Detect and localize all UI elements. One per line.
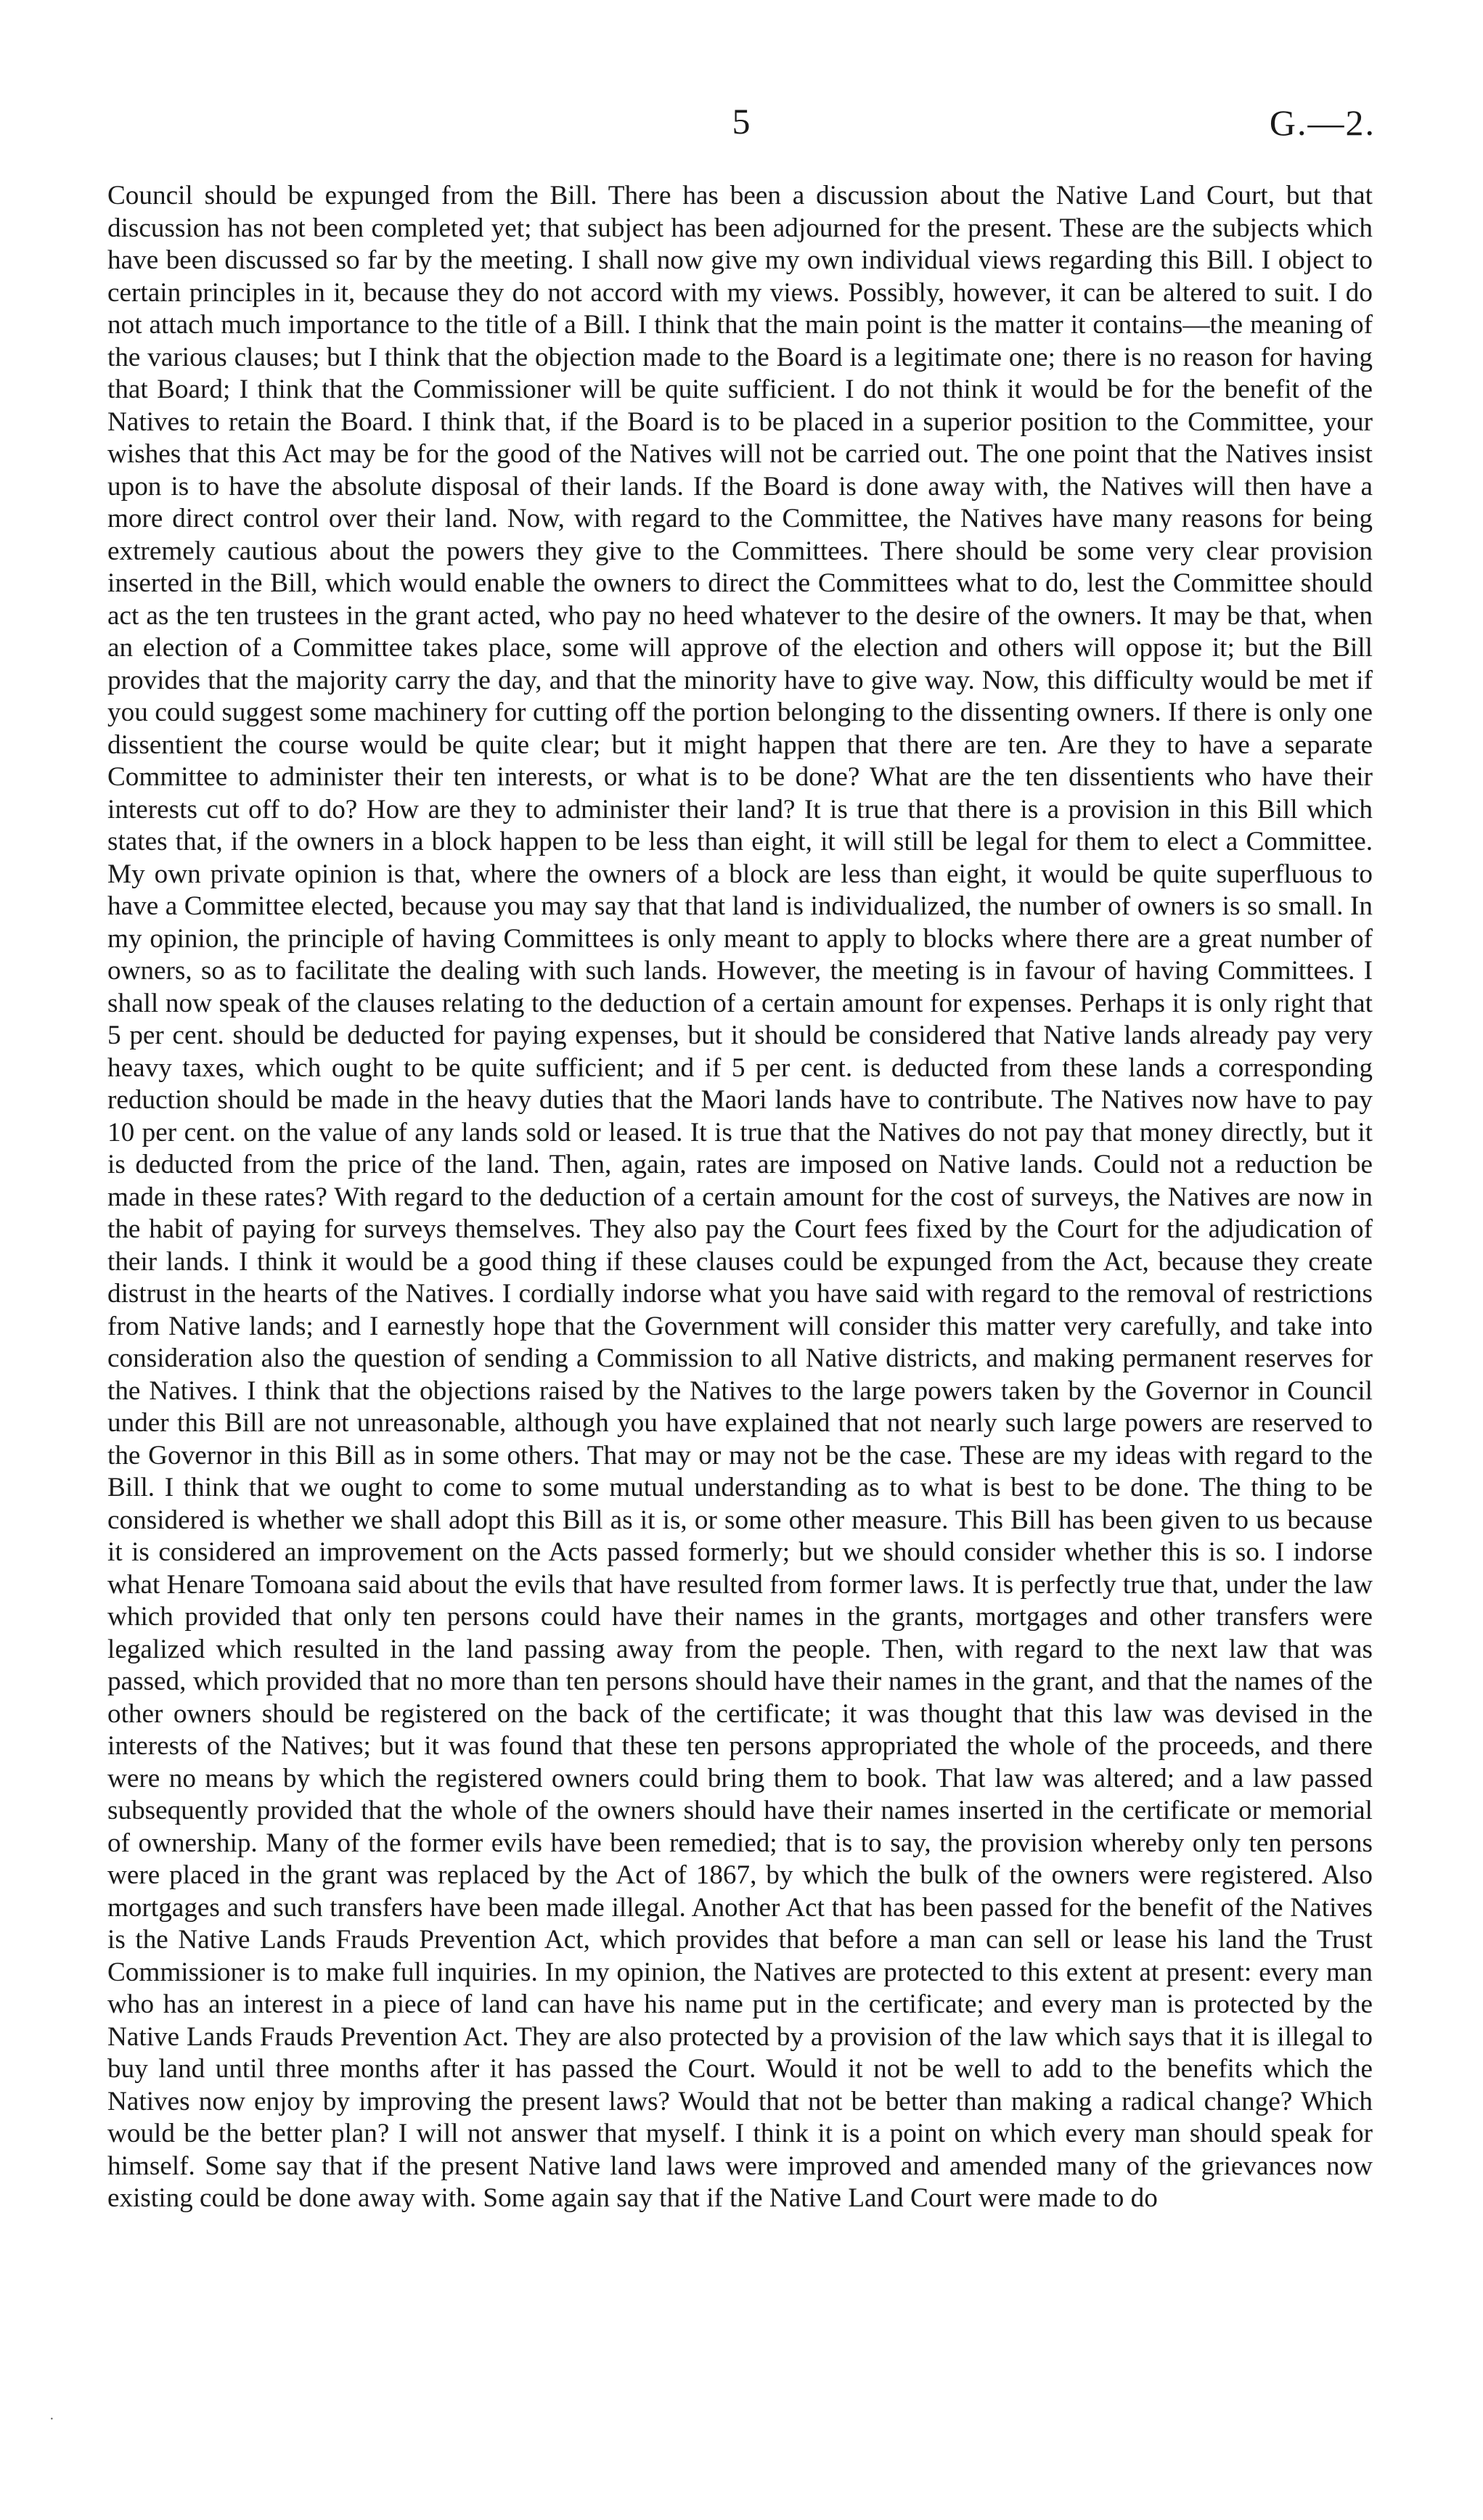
body-paragraph: Council should be expunged from the Bill. There has been a discussion about the Native Land Court, but that discussion has not been completed yet; that subject has been adjourned for the present. These are the subjects which have been discussed so far by the meeting. I shall now give my own individual views regarding this Bill. I object to certain principles in it, because they do not accord with my views. Possibly, however, it can be altered to suit. I do not attach much importance to the title of a Bill. I think that the main point is the matter it contains—the meaning of the various clauses; but I think that the objection made to the Board is a legitimate one; there is no reason for having that Board; I think that the Commissioner will be quite sufficient. I do not think it would be for the benefit of the Natives to retain the Board. I think that, if the Board is to be placed in a superior position to the Committee, your wishes that this Act may be for the good of the Natives will not be carried out. The one point that the Natives insist upon is to have the absolute disposal of their lands. If the Board is done away with, the Natives will then have a more direct control over their land. Now, with regard to the Committee, the Natives have many reasons for being extremely cautious about the powers they give to the Committees. There should be some very clear provision inserted in the Bill, which would enable the owners to direct the Committees what to do, lest the Committee should act as the ten trustees in the grant acted, who pay no heed whatever to the desire of the owners. It may be that, when an election of a Committee takes place, some will approve of the election and others will oppose it; but the Bill provides that the majority carry the day, and that the minority have to give way. Now, this difficulty would be met if you could suggest some machinery for cutting off the portion belonging to the dissenting owners. If there is only one dissentient the course would be quite clear; but it might happen that there are ten. Are they to have a separate Committee to administer their ten interests, or what is to be done? What are the ten dissentients who have their interests cut off to do? How are they to administer their land? It is true that there is a provision in this Bill which states that, if the owners in a block happen to be less than eight, it will still be legal for them to elect a Committee. My own private opinion is that, where the owners of a block are less than eight, it would be quite superfluous to have a Committee elected, because you may say that that land is individualized, the number of owners is so small. In my opinion, the principle of having Committees is only meant to apply to blocks where there are a great number of owners, so as to facilitate the dealing with such lands. However, the meeting is in favour of having Committees. I shall now speak of the clauses relating to the deduction of a certain amount for expenses. Perhaps it is only right that 5 per cent. should be deducted for paying expenses, but it should be considered that Native lands already pay very heavy taxes, which ought to be quite sufficient; and if 5 per cent. is deducted from these lands a corresponding reduction should be made in the heavy duties that the Maori lands have to contribute. The Natives now have to pay 10 per cent. on the value of any lands sold or leased. It is true that the Natives do not pay that money directly, but it is deducted from the price of the land. Then, again, rates are imposed on Native lands. Could not a reduction be made in these rates? With regard to the deduction of a certain amount for the cost of surveys, the Natives are now in the habit of paying for surveys themselves. They also pay the Court fees fixed by the Court for the adjudication of their lands. I think it would be a good thing if these clauses could be expunged from the Act, because they create distrust in the hearts of the Natives. I cordially indorse what you have said with regard to the removal of restrictions from Native lands; and I earnestly hope that the Government will consider this matter very carefully, and take into consideration also the question of sending a Commission to all Native districts, and making permanent reserves for the Natives. I think that the objections raised by the Natives to the large powers taken by the Governor in Council under this Bill are not unreasonable, although you have explained that not nearly such large powers are reserved to the Governor in this Bill as in some others. That may or may not be the case. These are my ideas with regard to the Bill. I think that we ought to come to some mutual understanding as to what is best to be done. The thing to be considered is whether we shall adopt this Bill as it is, or some other measure. This Bill has been given to us because it is considered an improvement on the Acts passed formerly; but we should consider whether this is so. I indorse what Henare Tomoana said about the evils that have resulted from former laws. It is perfectly true that, under the law which provided that only ten persons could have their names in the grants, mortgages and other transfers were legalized which resulted in the land passing away from the people. Then, with regard to the next law that was passed, which provided that no more than ten persons should have their names in the grant, and that the names of the other owners should be registered on the back of the certificate; it was thought that this law was devised in the interests of the Natives; but it was found that these ten persons appropriated the whole of the proceeds, and there were no means by which the registered owners could bring them to book. That law was altered; and a law passed subsequently provided that the whole of the owners should have their names inserted in the certificate or memorial of ownership. Many of the former evils have been remedied; that is to say, the provision whereby only ten persons were placed in the grant was replaced by the Act of 1867, by which the bulk of the owners were registered. Also mortgages and such transfers have been made illegal. Another Act that has been passed for the benefit of the Natives is the Native Lands Frauds Prevention Act, which provides that before a man can sell or lease his land the Trust Commissioner is to make full inquiries. In my opinion, the Natives are protected to this extent at present: every man who has an interest in a piece of land can have his name put in the certificate; and every man is protected by the Native Lands Frauds Prevention Act. They are also protected by a provision of the law which says that it is illegal to buy land until three months after it has passed the Court. Would it not be well to add to the benefits which the Natives now enjoy by improving the present laws? Would that not be better than making a radical change? Which would be the better plan? I will not answer that myself. I think it is a point on which every man should speak for himself. Some say that if the present Native land laws were improved and amended many of the grievances now existing could be done away with. Some again say that if the Native Land Court were made to do bbox=[107, 181, 1373, 2213]
margin-mark: · bbox=[49, 2411, 54, 2427]
document-code: G.—2. bbox=[1269, 102, 1376, 143]
page-number: 5 bbox=[732, 101, 751, 142]
